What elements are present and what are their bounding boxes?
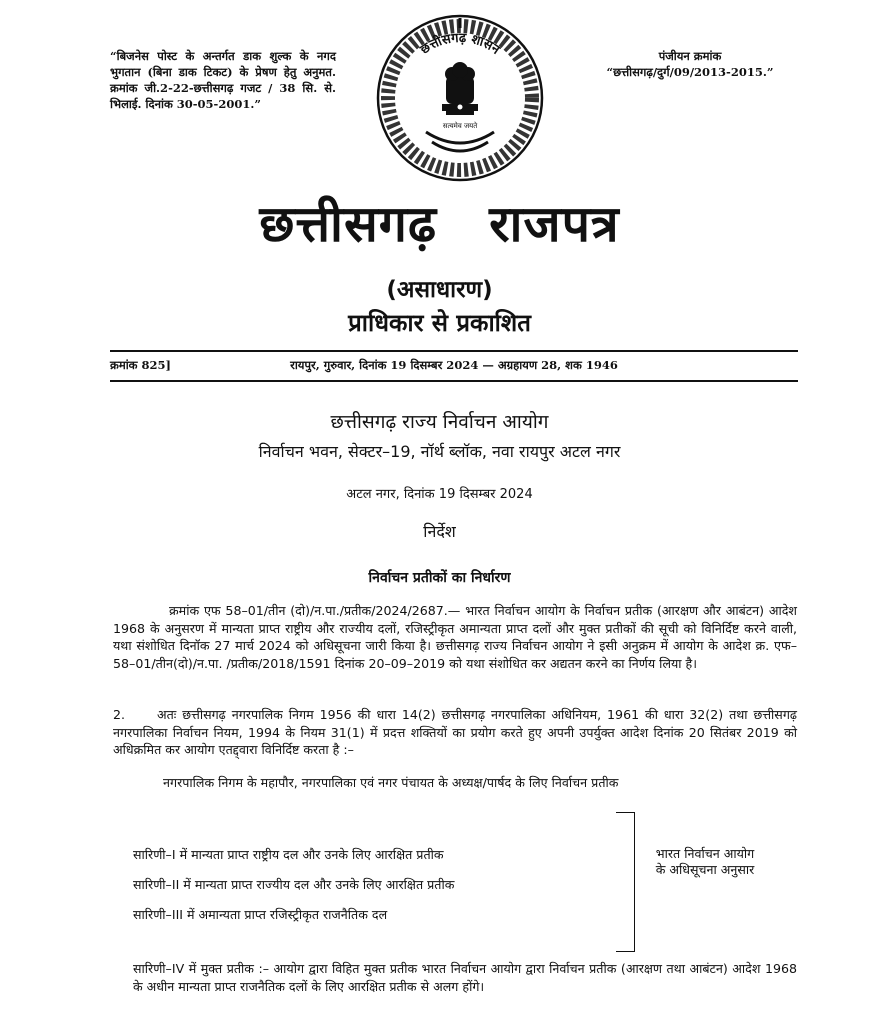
symbols-heading: नगरपालिक निगम के महापौर, नगरपालिका एवं नगर पंचायत के अध्यक्ष/पार्षद के लिए निर्वाचन प्रतीक: [163, 775, 619, 790]
chhattisgarh-emblem-icon: [376, 14, 544, 182]
order-title: निर्देश: [423, 522, 456, 541]
gazette-title: [0, 188, 879, 256]
schedule-2: सारिणी–II में मान्यता प्राप्त राज्यीय दल और उनके लिए आरक्षित प्रतीक: [133, 877, 455, 892]
subject-line: निर्वाचन प्रतीकों का निर्धारण: [368, 570, 511, 586]
emblem-motto: सत्यमेव जयते: [442, 122, 478, 130]
registration-label: पंजीयन क्रमांक: [658, 49, 722, 63]
eci-notification-note: भारत निर्वाचन आयोग के अधिसूचना अनुसार: [655, 846, 755, 877]
issue-number: क्रमांक 825]: [110, 358, 171, 372]
issue-date: रायपुर, गुरुवार, दिनांक 19 दिसम्बर 2024 — अग्रहायण 28, शक 1946: [290, 358, 618, 372]
registration-number: “छत्तीसगढ़/दुर्ग/09/2013-2015.”: [606, 65, 774, 79]
paragraph-1: क्रमांक एफ 58–01/तीन (दो)/न.पा./प्रतीक/2024/2687.— भारत निर्वाचन आयोग के निर्वाचन प्रतीक (आरक्षण और आबंटन) आदेश 1968 के अनुसरण में मान्यता प्राप्त राष्ट्रीय और राज्यीय दलों, रजिस्ट्रीकृत अमान्यता प्राप्त दलों और मुक्त प्रतीकों की सूची को विनिर्दिष्ट करने वाली, यथा संशोधित दिनॉक 27 मार्च 2024 को अधिसूचना जारी किया है। छत्तीसगढ़ राज्य निर्वाचन आयोग ने इसी अनुक्रम में आयोग के आदेश क्र. एफ–58–01/तीन(दो)/न.पा. /प्रतीक/2018/1591 दिनांक 20–09–2019 को यथा संशोधित कर अद्यतन करने का निर्णय लिया है।: [113, 603, 797, 671]
commission-name: छत्तीसगढ़ राज्य निर्वाचन आयोग: [330, 411, 549, 433]
emblem-top-text: छत्तीसगढ़ शासन: [417, 30, 503, 58]
gazette-title-gazette: राजपत्र: [489, 195, 620, 253]
paragraph-2: [113, 706, 797, 759]
schedule-3: सारिणी–III में अमान्यता प्राप्त रजिस्ट्रीकृत राजनैतिक दल: [133, 907, 388, 922]
bottom-divider: [110, 380, 798, 382]
gazette-title-state: छत्तीसगढ़: [259, 195, 438, 253]
authority-label: प्राधिकार से प्रकाशित: [348, 309, 531, 337]
top-divider: [110, 350, 798, 352]
commission-address: निर्वाचन भवन, सेक्टर–19, नॉर्थ ब्लॉक, नवा रायपुर अटल नगर: [258, 442, 621, 461]
schedule-4: सारिणी–IV में मुक्त प्रतीक :– आयोग द्वारा विहित मुक्त प्रतीक भारत निर्वाचन आयोग द्वारा निर्वाचन प्रतीक (आरक्षण तथा आबंटन) आदेश 1968 के अधीन मान्यता प्राप्त राजनैतिक दलों के लिए आरक्षित प्रतीक से अलग होंगे।: [133, 961, 797, 994]
schedule-1: सारिणी–I में मान्यता प्राप्त राष्ट्रीय दल और उनके लिए आरक्षित प्रतीक: [133, 847, 444, 862]
place-date: अटल नगर, दिनांक 19 दिसम्बर 2024: [346, 487, 533, 502]
registration-block: [560, 48, 820, 80]
right-bracket: [616, 812, 635, 952]
postal-permission-note: “बिजनेस पोस्ट के अन्तर्गत डाक शुल्क के नगद भुगतान (बिना डाक टिकट) के प्रेषण हेतु अनुमत. क्रमांक जी.2-22-छत्तीसगढ़ गजट / 38 सि. से. भिलाई. दिनांक 30-05-2001.”: [110, 49, 336, 111]
extraordinary-label: (असाधारण): [386, 277, 493, 303]
paragraph-2-number: 2.: [113, 707, 126, 722]
paragraph-2-text: अतः छत्तीसगढ़ नगरपालिक निगम 1956 की धारा 14(2) छत्तीसगढ़ नगरपालिका अधिनियम, 1961 की धारा 32(2) तथा छत्तीसगढ़ नगरपालिका निर्वाचन नियम, 1994 के नियम 31(1) में प्रदत्त शक्तियों का प्रयोग करते हुए अपनी उपर्युक्त आदेश दिनांक 20 सितंबर 2019 को अधिक्रमित कर आयोग एतद्द्वारा विनिर्दिष्ट करता है :–: [113, 707, 797, 757]
